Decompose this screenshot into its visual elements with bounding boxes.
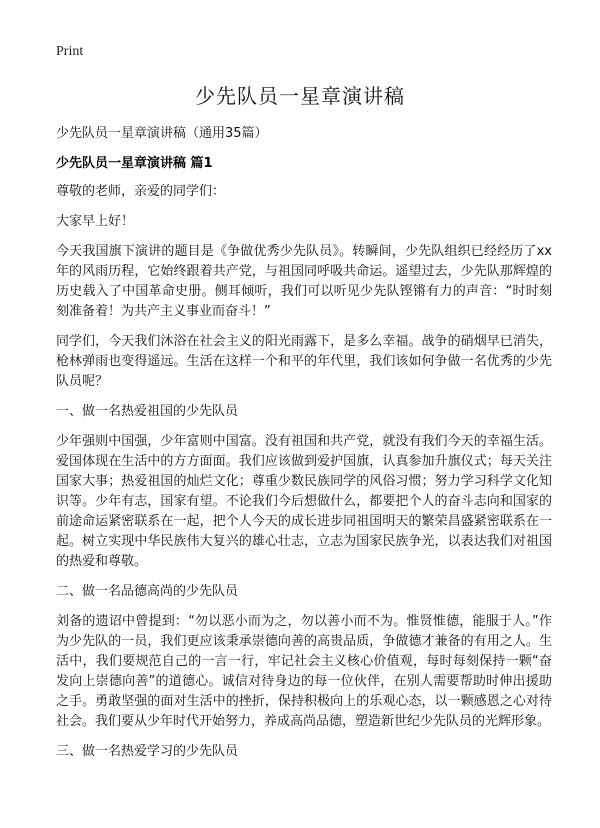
point2-paragraph: 刘备的遗诏中曾提到：“勿以恶小而为之，勿以善小而不为。惟贤惟德，能服于人。”作为少先队的一员，我们更应该秉承崇德向善的高贵品质，争做德才兼备的有用之人。生活中，我们要规范自己的一言一行，牢记社会主义核心价值观，每时每刻保持一颗“奋发向上崇德向善”的道德心。诚信对待身边的每一位伙伴，在别人需要帮助时伸出援助之手。勇敢坚强的面对生活中的挫折，保持积极向上的乐观心态，以一颗感恩之心对待社会。我们要从少年时代开始努力，养成高尚品德，塑造新世纪少先队员的光辉形象。 xyxy=(56,614,552,729)
document-subtitle: 少先队员一星章演讲稿（通用35篇） xyxy=(56,126,268,141)
morning-paragraph: 大家早上好！ xyxy=(56,214,135,229)
intro-paragraph: 今天我国旗下演讲的题目是《争做优秀少先队员》。转瞬间，少先队组织已经经历了xx年的风雨历程，它始终跟着共产党，与祖国同呼吸共命运。遥望过去，少先队那辉煌的历史载入了中国革命史册。侧耳倾听，我们可以听见少先队铿锵有力的声音：“时时刻刻准备着！为共产主义事业而奋斗！” xyxy=(56,244,552,319)
section-heading: 少先队员一星章演讲稿 篇1 xyxy=(56,156,213,171)
print-link[interactable]: Print xyxy=(56,44,84,59)
point3-heading: 三、做一名热爱学习的少先队员 xyxy=(56,744,239,759)
point1-paragraph: 少年强则中国强，少年富则中国富。没有祖国和共产党，就没有我们今天的幸福生活。爱国体现在生活中的方方面面。我们应该做到爱护国旗，认真参加升旗仪式；每天关注国家大事；热爱祖国的灿烂文化；尊重少数民族同学的风俗习惯；努力学习科学文化知识等。少年有志，国家有望。不论我们今后想做什么，都要把个人的奋斗志向和国家的前途命运紧密联系在一起，把个人今天的成长进步同祖国明天的繁荣昌盛紧密联系在一起。树立实现中华民族伟大复兴的雄心壮志，立志为国家民族争光，以表达我们对祖国的热爱和尊敬。 xyxy=(56,434,552,569)
greeting-paragraph: 尊敬的老师，亲爱的同学们： xyxy=(56,184,226,199)
page-title: 少先队员一星章演讲稿 xyxy=(195,84,405,108)
document-body xyxy=(56,182,552,772)
point1-heading: 一、做一名热爱祖国的少先队员 xyxy=(56,404,239,419)
question-paragraph: 同学们，今天我们沐浴在社会主义的阳光雨露下，是多么幸福。战争的硝烟早已消失，枪林弹雨也变得遥远。生活在这样一个和平的年代里，我们该如何争做一名优秀的少先队员呢？ xyxy=(56,334,552,389)
point2-heading: 二、做一名品德高尚的少先队员 xyxy=(56,584,239,599)
